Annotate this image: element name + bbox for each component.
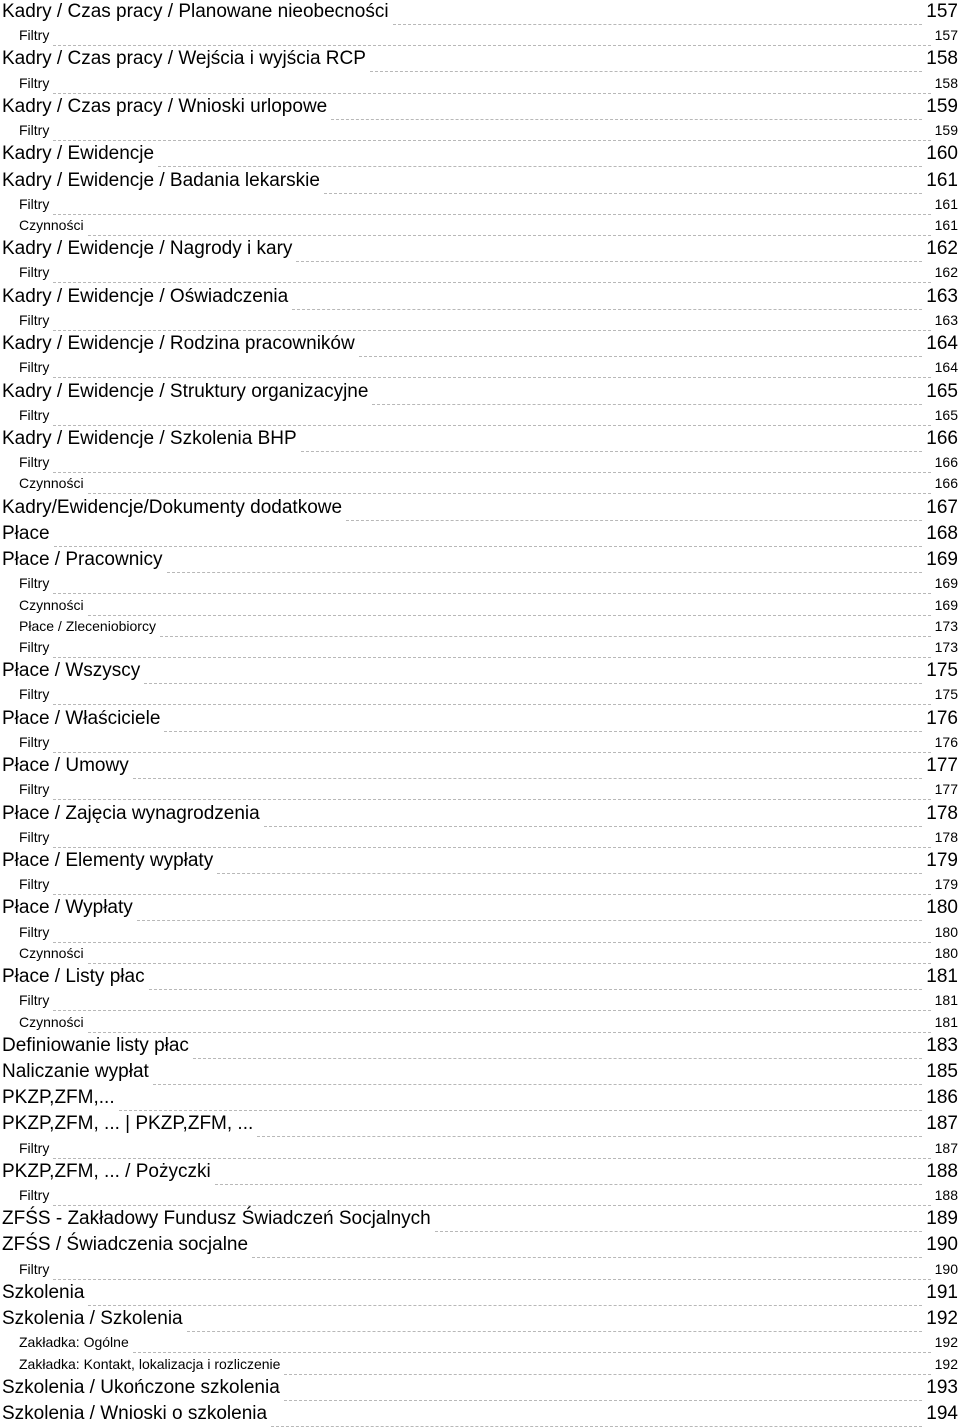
toc-entry[interactable] [0, 965, 958, 989]
toc-entry[interactable] [0, 1207, 958, 1231]
toc-page-number: 158 [926, 48, 958, 70]
toc-entry[interactable] [0, 1402, 958, 1426]
toc-entry-title: Filtry [19, 1187, 50, 1203]
dotted-leader [167, 572, 923, 573]
dotted-leader [53, 1205, 930, 1206]
toc-page-number: 173 [934, 638, 958, 655]
dotted-leader [372, 404, 922, 405]
toc-subentry[interactable] [0, 195, 958, 214]
dotted-leader [88, 963, 931, 964]
toc-entry[interactable] [0, 1376, 958, 1400]
toc-subentry[interactable] [0, 26, 958, 45]
toc-page-number: 179 [926, 849, 958, 871]
dotted-leader [53, 847, 930, 848]
toc-entry[interactable] [0, 802, 958, 826]
toc-page-number: 166 [934, 454, 958, 471]
dotted-leader [53, 799, 930, 800]
toc-page-number: 165 [926, 380, 958, 402]
toc-page-number: 175 [934, 686, 958, 703]
toc-entry-title: Kadry / Ewidencje / Badania lekarskie [2, 169, 320, 191]
toc-page-number: 178 [934, 828, 958, 845]
toc-subentry[interactable] [0, 453, 958, 472]
toc-entry-title: Filtry [19, 122, 50, 139]
toc-page-number: 192 [926, 1308, 958, 1330]
toc-subentry[interactable] [0, 574, 958, 593]
dotted-leader [301, 451, 923, 452]
dotted-leader [164, 731, 922, 732]
toc-page-number: 180 [934, 944, 958, 961]
toc-entry-title: Filtry [19, 195, 50, 212]
dotted-leader [187, 1331, 923, 1332]
toc-entry-title: Filtry [19, 454, 50, 471]
toc-page-number: 165 [934, 406, 958, 423]
toc-entry[interactable] [0, 659, 958, 683]
toc-page-number: 159 [926, 95, 958, 117]
dotted-leader [88, 235, 931, 236]
toc-entry-title: PKZP,ZFM, ... | PKZP,ZFM, ... [2, 1113, 254, 1135]
toc-entry-title: Definiowanie listy płac [2, 1034, 189, 1056]
toc-page-number: 166 [926, 428, 958, 449]
toc-entry[interactable] [0, 548, 958, 572]
dotted-leader [264, 826, 923, 827]
toc-page-number: 187 [934, 1139, 958, 1156]
toc-page-number: 176 [934, 733, 958, 750]
toc-entry-title: Zakładka: Ogólne [19, 1334, 129, 1351]
dotted-leader [53, 657, 930, 658]
dotted-leader [119, 1110, 923, 1111]
toc-subentry[interactable] [0, 923, 958, 942]
toc-page-number: 176 [926, 707, 958, 729]
toc-subentry[interactable] [0, 1355, 958, 1374]
toc-subentry[interactable] [0, 991, 958, 1010]
toc-entry[interactable] [0, 95, 958, 119]
toc-page-number: 178 [926, 802, 958, 824]
toc-page-number: 160 [926, 143, 958, 165]
toc-entry-title: Szkolenia [2, 1281, 85, 1303]
dotted-leader [346, 520, 922, 521]
toc-subentry[interactable] [0, 474, 958, 493]
dotted-leader [284, 1374, 930, 1375]
toc-page-number: 180 [934, 923, 958, 940]
toc-page-number: 161 [926, 169, 958, 191]
toc-entry[interactable] [0, 707, 958, 731]
toc-entry-title: Płace / Zleceniobiorcy [19, 617, 156, 634]
toc-entry-title: Płace / Umowy [2, 755, 129, 776]
toc-entry[interactable] [0, 1307, 958, 1331]
dotted-leader [53, 593, 930, 594]
dotted-leader [88, 493, 931, 494]
toc-page-number: 164 [926, 333, 958, 355]
toc-subentry[interactable] [0, 685, 958, 704]
toc-page-number: 163 [934, 311, 958, 328]
toc-page-number: 190 [934, 1260, 958, 1277]
toc-page-number: 159 [934, 122, 958, 139]
toc-subentry[interactable] [0, 311, 958, 330]
toc-entry-title: Szkolenia / Ukończone szkolenia [2, 1376, 280, 1398]
dotted-leader [53, 752, 930, 753]
toc-entry-title: Filtry [19, 575, 50, 592]
dotted-leader [137, 920, 923, 921]
toc-page-number: 167 [926, 496, 958, 518]
toc-page-number: 166 [934, 475, 958, 492]
toc-entry-title: Filtry [19, 1260, 50, 1277]
dotted-leader [331, 119, 922, 120]
toc-entry-title: Płace / Wypłaty [2, 897, 133, 919]
toc-page-number: 190 [926, 1234, 958, 1256]
toc-entry-title: Czynności [19, 217, 84, 233]
dotted-leader [88, 1032, 931, 1033]
toc-page-number: 180 [926, 897, 958, 919]
toc-subentry[interactable] [0, 828, 958, 847]
toc-entry-title: Filtry [19, 264, 50, 281]
toc-entry-title: Czynności [19, 596, 84, 613]
toc-page-number: 191 [926, 1281, 958, 1303]
toc-entry-title: Kadry / Ewidencje [2, 143, 155, 165]
toc-entry[interactable] [0, 142, 958, 166]
toc-entry-title: Filtry [19, 74, 50, 91]
toc-page-number: 187 [926, 1113, 958, 1135]
toc-page-number: 189 [926, 1208, 958, 1230]
toc-entry-title: Kadry / Ewidencje / Nagrody i kary [2, 238, 293, 260]
toc-entry-title: Zakładka: Kontakt, lokalizacja i rozliczenie [19, 1355, 281, 1372]
toc-entry[interactable] [0, 332, 958, 356]
toc-page-number: 177 [934, 781, 958, 798]
dotted-leader [53, 377, 930, 378]
toc-page-number: 177 [926, 755, 958, 776]
dotted-leader [158, 166, 922, 167]
toc-page-number: 162 [934, 264, 958, 281]
toc-entry-title: Kadry / Czas pracy / Wejścia i wyjścia RCP [2, 48, 366, 70]
toc-entry-title: Płace / Listy płac [2, 966, 145, 987]
dotted-leader [53, 894, 930, 895]
dotted-leader [296, 261, 922, 262]
toc-subentry[interactable] [0, 596, 958, 615]
dotted-leader [53, 282, 930, 283]
toc-subentry[interactable] [0, 733, 958, 752]
dotted-leader [149, 989, 923, 990]
dotted-leader [53, 140, 930, 141]
dotted-leader [53, 45, 930, 46]
toc-subentry[interactable] [0, 406, 958, 425]
toc-page-number: 188 [926, 1160, 958, 1182]
dotted-leader [53, 942, 930, 943]
dotted-leader [88, 615, 931, 616]
dotted-leader [88, 1305, 922, 1306]
toc-entry[interactable] [0, 47, 958, 71]
dotted-leader [53, 214, 930, 215]
toc-subentry[interactable] [0, 780, 958, 799]
dotted-leader [53, 472, 930, 473]
toc-entry[interactable] [0, 1112, 958, 1136]
toc-entry-title: ZFŚS - Zakładowy Fundusz Świadczeń Socjalnych [2, 1208, 431, 1230]
toc-entry-title: ZFŚS / Świadczenia socjalne [2, 1234, 249, 1256]
toc-subentry[interactable] [0, 358, 958, 377]
dotted-leader [160, 636, 931, 637]
dotted-leader [292, 309, 922, 310]
toc-entry-title: Filtry [19, 406, 50, 423]
toc-page-number: 175 [926, 660, 958, 682]
toc-page-number: 192 [934, 1355, 958, 1372]
toc-subentry[interactable] [0, 1013, 958, 1032]
toc-entry-title: Kadry / Czas pracy / Planowane nieobecności [2, 1, 389, 22]
dotted-leader [53, 425, 930, 426]
toc-entry-title: Filtry [19, 923, 50, 940]
toc-entry[interactable] [0, 1060, 958, 1084]
dotted-leader [133, 1352, 931, 1353]
toc-entry-title: Naliczanie wypłat [2, 1060, 149, 1082]
toc-page-number: 181 [934, 992, 958, 1009]
dotted-leader [217, 873, 922, 874]
dotted-leader [435, 1231, 923, 1232]
toc-page-number: 158 [934, 74, 958, 91]
toc-page-number: 168 [926, 522, 958, 544]
toc-entry-title: Filtry [19, 1139, 50, 1156]
toc-entry-title: Płace / Elementy wypłaty [2, 849, 214, 871]
dotted-leader [193, 1058, 922, 1059]
dotted-leader [133, 778, 923, 779]
toc-page-number: 157 [934, 27, 958, 44]
toc-entry-title: Kadry / Ewidencje / Oświadczenia [2, 285, 289, 307]
toc-entry[interactable] [0, 1160, 958, 1184]
toc-entry-title: Filtry [19, 828, 50, 845]
toc-page-number: 181 [926, 966, 958, 987]
dotted-leader [54, 546, 923, 547]
toc-page-number: 192 [934, 1334, 958, 1351]
dotted-leader [284, 1400, 923, 1401]
toc-subentry[interactable] [0, 617, 958, 636]
toc-page-number: 157 [926, 1, 958, 22]
toc-page-number: 169 [934, 596, 958, 613]
toc-subentry[interactable] [0, 1139, 958, 1158]
toc-subentry[interactable] [0, 638, 958, 657]
toc-entry-title: Filtry [19, 638, 50, 655]
toc-entry-title: Filtry [19, 876, 50, 893]
toc-entry[interactable] [0, 754, 958, 778]
toc-page-number: 179 [934, 876, 958, 893]
toc-entry[interactable] [0, 849, 958, 873]
toc-entry[interactable] [0, 169, 958, 193]
dotted-leader [53, 330, 930, 331]
toc-entry[interactable] [0, 522, 958, 546]
toc-page-number: 161 [934, 195, 958, 212]
toc-entry-title: Filtry [19, 27, 50, 44]
toc-entry-title: Filtry [19, 686, 50, 703]
toc-page-number: 188 [934, 1187, 958, 1203]
toc-entry[interactable] [0, 496, 958, 520]
toc-entry-title: Płace / Zajęcia wynagrodzenia [2, 802, 260, 824]
toc-entry-title: Filtry [19, 781, 50, 798]
dotted-leader [53, 93, 930, 94]
toc-page-number: 161 [934, 217, 958, 233]
toc-page-number: 193 [926, 1376, 958, 1398]
dotted-leader [53, 1010, 930, 1011]
dotted-leader [153, 1084, 923, 1085]
dotted-leader [393, 24, 923, 25]
toc-entry-title: Czynności [19, 1013, 84, 1030]
toc-entry[interactable] [0, 237, 958, 261]
toc-page-number: 185 [926, 1060, 958, 1082]
toc-entry-title: Kadry / Ewidencje / Rodzina pracowników [2, 333, 355, 355]
toc-entry-title: PKZP,ZFM, ... / Pożyczki [2, 1160, 211, 1182]
toc-page-number: 181 [934, 1013, 958, 1030]
toc-entry-title: Czynności [19, 475, 84, 492]
toc-entry-title: Filtry [19, 733, 50, 750]
toc-page-number: 169 [926, 549, 958, 571]
dotted-leader [53, 1279, 930, 1280]
toc-subentry[interactable] [0, 1260, 958, 1279]
toc-entry-title: Kadry / Czas pracy / Wnioski urlopowe [2, 95, 328, 117]
dotted-leader [53, 704, 930, 705]
toc-entry-title: Płace / Pracownicy [2, 549, 163, 571]
toc-page-number: 186 [926, 1087, 958, 1109]
toc-entry[interactable] [0, 1034, 958, 1058]
dotted-leader [370, 71, 922, 72]
toc-entry-title: Kadry / Ewidencje / Struktury organizacyjne [2, 380, 369, 402]
toc-subentry[interactable] [0, 944, 958, 963]
toc-entry-title: Filtry [19, 311, 50, 328]
toc-page-number: 183 [926, 1034, 958, 1056]
toc-subentry[interactable] [0, 216, 958, 235]
toc-entry-title: Kadry/Ewidencje/Dokumenty dodatkowe [2, 496, 343, 518]
toc-subentry[interactable] [0, 263, 958, 282]
toc-entry-title: Filtry [19, 359, 50, 376]
toc-entry-title: Szkolenia / Szkolenia [2, 1308, 183, 1330]
toc-subentry[interactable] [0, 875, 958, 894]
toc-entry[interactable] [0, 285, 958, 309]
toc-entry[interactable] [0, 1233, 958, 1257]
toc-entry[interactable] [0, 1281, 958, 1305]
toc-entry[interactable] [0, 896, 958, 920]
dotted-leader [215, 1184, 923, 1185]
toc-page-number: 194 [926, 1403, 958, 1424]
toc-entry-title: Filtry [19, 992, 50, 1009]
dotted-leader [257, 1136, 922, 1137]
dotted-leader [359, 356, 923, 357]
toc-entry-title: Płace / Wszyscy [2, 660, 141, 682]
toc-subentry[interactable] [0, 1333, 958, 1352]
dotted-leader [324, 193, 922, 194]
toc-subentry[interactable] [0, 121, 958, 140]
toc-entry[interactable] [0, 380, 958, 404]
toc-entry-title: PKZP,ZFM,... [2, 1087, 115, 1109]
toc-entry-title: Czynności [19, 944, 84, 961]
toc-entry-title: Płace / Właściciele [2, 707, 161, 729]
toc-entry[interactable] [0, 1086, 958, 1110]
dotted-leader [252, 1257, 922, 1258]
toc-entry[interactable] [0, 427, 958, 451]
dotted-leader [53, 1158, 930, 1159]
toc-entry-title: Kadry / Ewidencje / Szkolenia BHP [2, 428, 297, 449]
toc-page-number: 169 [934, 575, 958, 592]
toc-page-number: 163 [926, 285, 958, 307]
dotted-leader [144, 683, 922, 684]
toc-subentry[interactable] [0, 74, 958, 93]
toc-page-number: 162 [926, 238, 958, 260]
toc-page-number: 164 [934, 359, 958, 376]
toc-subentry[interactable] [0, 1186, 958, 1205]
toc-page-number: 173 [934, 617, 958, 634]
toc-entry[interactable] [0, 0, 958, 24]
toc-entry-title: Płace [2, 522, 50, 544]
toc-entry-title: Szkolenia / Wnioski o szkolenia [2, 1403, 268, 1424]
